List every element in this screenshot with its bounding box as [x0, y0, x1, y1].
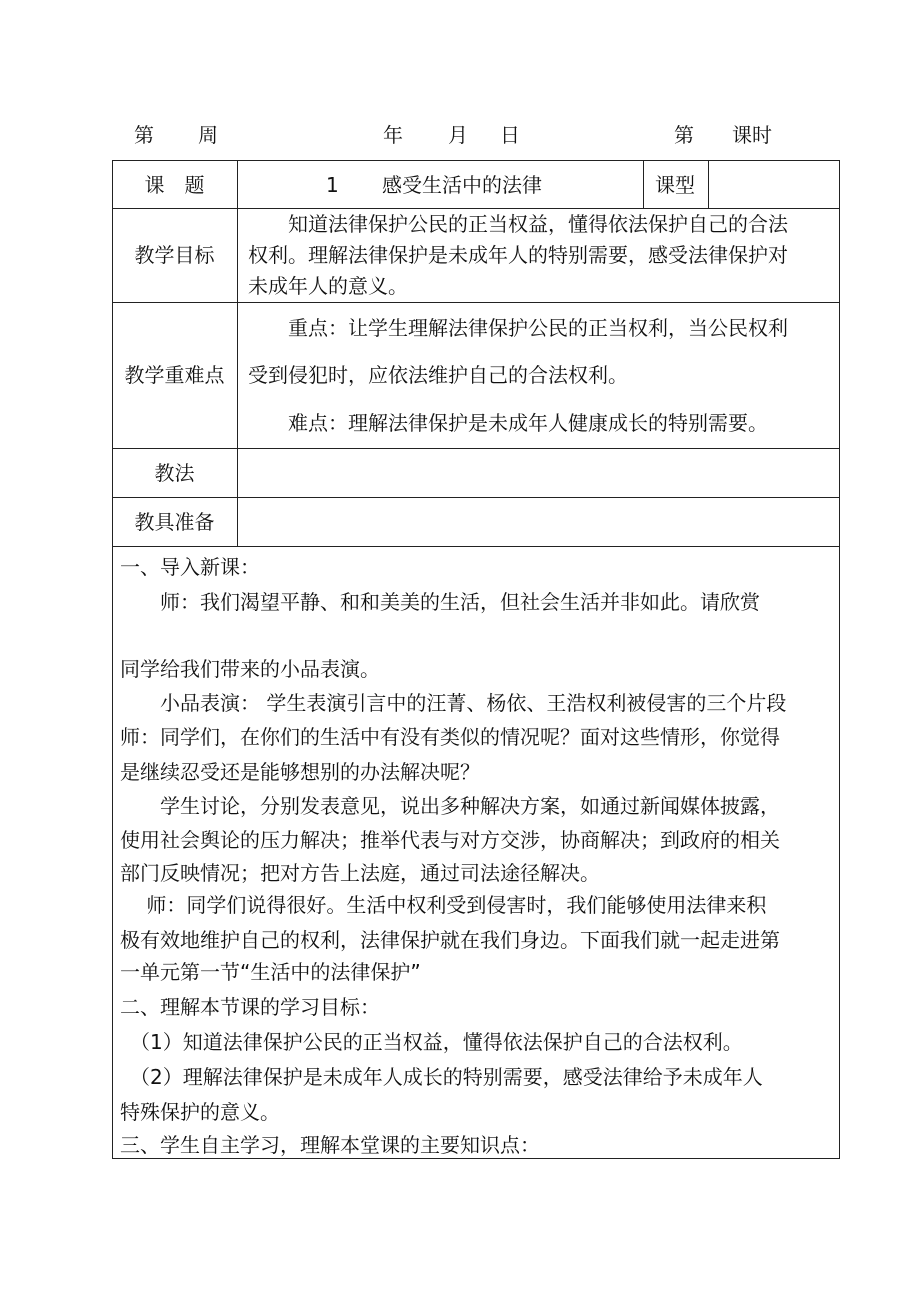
table-border	[708, 160, 709, 208]
period-suffix: 课时	[732, 123, 772, 147]
table-border	[112, 160, 113, 1159]
goals-line: 未成年人的意义。	[248, 274, 408, 298]
week-prefix: 第	[134, 123, 154, 147]
keypoints-line: 重点：让学生理解法律保护公民的正当权利，当公民权利	[288, 316, 788, 340]
topic-title: 感受生活中的法律	[382, 173, 542, 197]
body-line: 二、理解本节课的学习目标：	[120, 995, 380, 1019]
body-line: （2）理解法律保护是未成年人成长的特别需要，感受法律给予未成年人	[120, 1065, 763, 1089]
body-line: 师：同学们，在你们的生活中有没有类似的情况呢？面对这些情形，你觉得	[120, 725, 780, 749]
body-line: 师：同学们说得很好。生活中权利受到侵害时，我们能够使用法律来积	[120, 893, 767, 917]
table-border	[237, 160, 238, 546]
body-line: 是继续忍受还是能够想别的办法解决呢？	[120, 760, 480, 784]
body-line: 极有效地维护自己的权利，法律保护就在我们身边。下面我们就一起走进第	[120, 928, 780, 952]
body-line: （1）知道法律保护公民的正当权益，懂得依法保护自己的合法权利。	[120, 1030, 743, 1054]
table-border	[112, 1158, 840, 1159]
year-label: 年	[383, 123, 403, 147]
table-border	[112, 302, 840, 303]
body-line: 师：我们渴望平静、和和美美的生活，但社会生活并非如此。请欣赏	[120, 590, 760, 614]
table-border	[112, 497, 840, 498]
body-line: 学生讨论，分别发表意见，说出多种解决方案，如通过新闻媒体披露，	[120, 794, 780, 818]
method-label: 教法	[154, 461, 195, 485]
keypoints-line: 难点：理解法律保护是未成年人健康成长的特别需要。	[288, 411, 768, 435]
table-border	[112, 208, 840, 209]
keypoints-line: 受到侵犯时，应依法维护自己的合法权利。	[248, 363, 628, 387]
body-line: 小品表演： 学生表演引言中的汪菁、杨依、王浩权利被侵害的三个片段	[120, 691, 787, 715]
topic-label: 课 题	[144, 173, 205, 197]
body-line: 部门反映情况；把对方告上法庭，通过司法途径解决。	[120, 861, 600, 885]
body-line: 使用社会舆论的压力解决；推举代表与对方交涉，协商解决；到政府的相关	[120, 828, 780, 852]
body-line: 一单元第一节“生活中的法律保护”	[120, 960, 421, 984]
goals-line: 权利。理解法律保护是未成年人的特别需要，感受法律保护对	[248, 243, 788, 267]
tools-label: 教具准备	[134, 510, 215, 534]
type-label: 课型	[655, 173, 695, 197]
body-line: 一、导入新课：	[120, 555, 260, 579]
table-border	[112, 160, 840, 161]
period-prefix: 第	[674, 123, 694, 147]
table-border	[643, 160, 644, 208]
table-border	[839, 160, 840, 1159]
day-label: 日	[500, 123, 520, 147]
body-line: 特殊保护的意义。	[120, 1100, 280, 1124]
week-suffix: 周	[198, 123, 218, 147]
goals-label: 教学目标	[134, 243, 215, 267]
goals-line: 知道法律保护公民的正当权益，懂得依法保护自己的合法	[288, 212, 788, 236]
topic-number: 1	[326, 173, 339, 197]
table-border	[112, 546, 840, 547]
body-line: 同学给我们带来的小品表演。	[120, 657, 380, 681]
keypoints-label: 教学重难点	[124, 363, 225, 387]
table-border	[112, 448, 840, 449]
month-label: 月	[448, 123, 468, 147]
body-line: 三、学生自主学习，理解本堂课的主要知识点：	[120, 1133, 540, 1157]
